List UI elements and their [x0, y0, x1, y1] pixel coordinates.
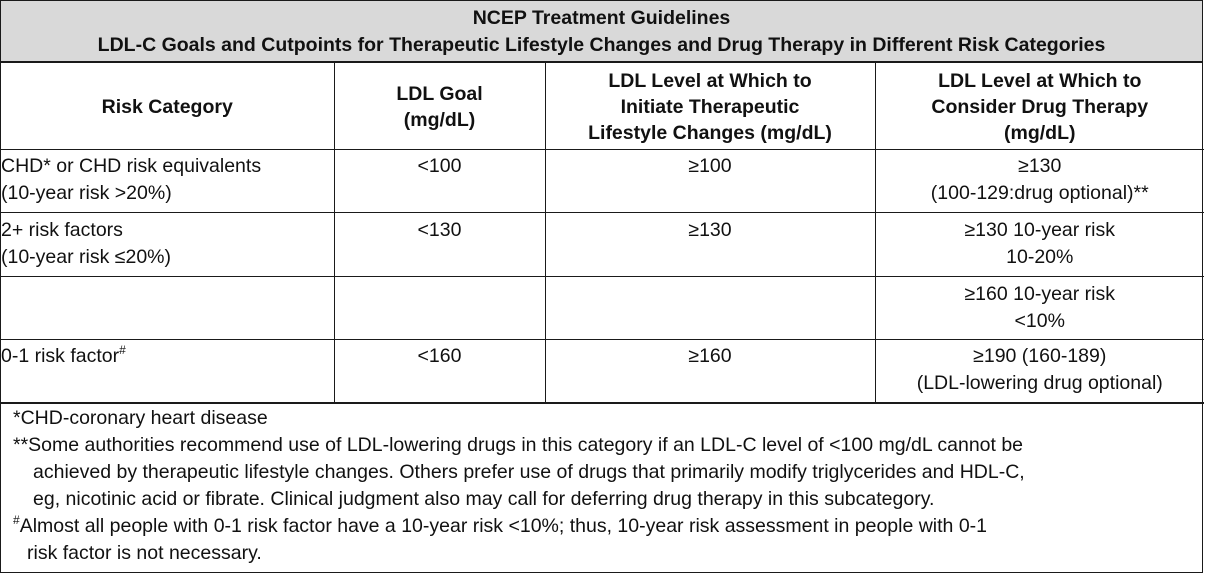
col-header-drug-line3: (mg/dL)	[1004, 121, 1076, 144]
footnote-hash-line2: risk factor is not necessary.	[27, 541, 262, 564]
ldl-goal-cell: <100	[334, 149, 545, 212]
drug-therapy-cell	[875, 149, 1204, 212]
drug-line2: (100-129:drug optional)**	[930, 181, 1149, 204]
col-header-drug-line1: LDL Level at Which to	[938, 69, 1142, 92]
footnote-mark-hash: #	[119, 342, 126, 357]
tlc-cell: ≥130	[545, 212, 875, 276]
footnote-double-star-line1: **Some authorities recommend use of LDL-lowering drugs in this category if an LDL-C level of <100 mg/dL cannot be	[13, 433, 1024, 456]
drug-therapy-cell	[875, 276, 1204, 339]
col-header-risk-label: Risk Category	[101, 95, 233, 118]
risk-line2: (10-year risk ≤20%)	[1, 245, 171, 268]
col-header-tlc-line2: Initiate Therapeutic	[620, 95, 800, 118]
footnote-hash	[13, 513, 1194, 567]
drug-therapy-cell	[875, 212, 1204, 276]
footnote-hash-mark: #	[13, 512, 20, 527]
tlc-cell	[545, 276, 875, 339]
column-header-row	[1, 63, 1204, 149]
table-title	[1, 1, 1202, 63]
table-row	[1, 149, 1204, 212]
ldl-goal-cell: <160	[334, 339, 545, 403]
risk-category-cell	[1, 276, 334, 339]
drug-line1: ≥190 (160-189)	[973, 344, 1107, 367]
footnote-double-star-line3: eg, nicotinic acid or fibrate. Clinical judgment also may call for deferring drug therapy in this subcategory.	[33, 487, 935, 510]
col-header-drug-line2: Consider Drug Therapy	[931, 95, 1149, 118]
col-header-tlc-line1: LDL Level at Which to	[608, 69, 812, 92]
footnote-double-star	[13, 432, 1194, 513]
risk-category-cell	[1, 212, 334, 276]
drug-therapy-cell	[875, 339, 1204, 403]
col-header-risk-category	[1, 63, 334, 149]
risk-category-cell	[1, 339, 334, 403]
tlc-cell: ≥100	[545, 149, 875, 212]
risk-line1: CHD* or CHD risk equivalents	[1, 154, 262, 177]
drug-line1: ≥130	[1018, 154, 1062, 177]
drug-line2: <10%	[1014, 309, 1065, 332]
col-header-ldl-goal	[334, 63, 545, 149]
title-line-2: LDL-C Goals and Cutpoints for Therapeutic Lifestyle Changes and Drug Therapy in Different Risk Categories	[97, 34, 1106, 56]
ldl-goal-cell: <130	[334, 212, 545, 276]
drug-line2: (LDL-lowering drug optional)	[916, 371, 1163, 394]
guidelines-table	[1, 63, 1204, 404]
footnote-double-star-line2: achieved by therapeutic lifestyle changes. Others prefer use of drugs that primarily modify triglycerides and HDL-C,	[33, 460, 1025, 483]
footnote-hash-line1	[13, 513, 1194, 540]
drug-line1: ≥130 10-year risk	[964, 218, 1115, 241]
col-header-tlc-line3: Lifestyle Changes (mg/dL)	[588, 121, 832, 144]
risk-line1: 0-1 risk factor	[1, 344, 120, 367]
tlc-cell: ≥160	[545, 339, 875, 403]
drug-line2: 10-20%	[1006, 245, 1074, 268]
footnotes	[1, 404, 1202, 567]
risk-line2: (10-year risk >20%)	[1, 181, 172, 204]
table-row	[1, 276, 1204, 339]
title-line-1: NCEP Treatment Guidelines	[472, 7, 731, 29]
col-header-ldl-goal-line2: (mg/dL)	[403, 108, 476, 131]
table-row	[1, 212, 1204, 276]
footnote-chd: *CHD-coronary heart disease	[13, 406, 268, 429]
col-header-drug-therapy	[875, 63, 1204, 149]
footnote-hash-text: Almost all people with 0-1 risk factor have a 10-year risk <10%; thus, 10-year risk assessment in people with 0-1	[19, 514, 988, 537]
ldl-goal-cell	[334, 276, 545, 339]
table-row	[1, 339, 1204, 403]
col-header-tlc	[545, 63, 875, 149]
drug-line1: ≥160 10-year risk	[964, 282, 1115, 305]
risk-line1: 2+ risk factors	[1, 218, 123, 241]
risk-category-cell	[1, 149, 334, 212]
col-header-ldl-goal-line1: LDL Goal	[396, 82, 483, 105]
